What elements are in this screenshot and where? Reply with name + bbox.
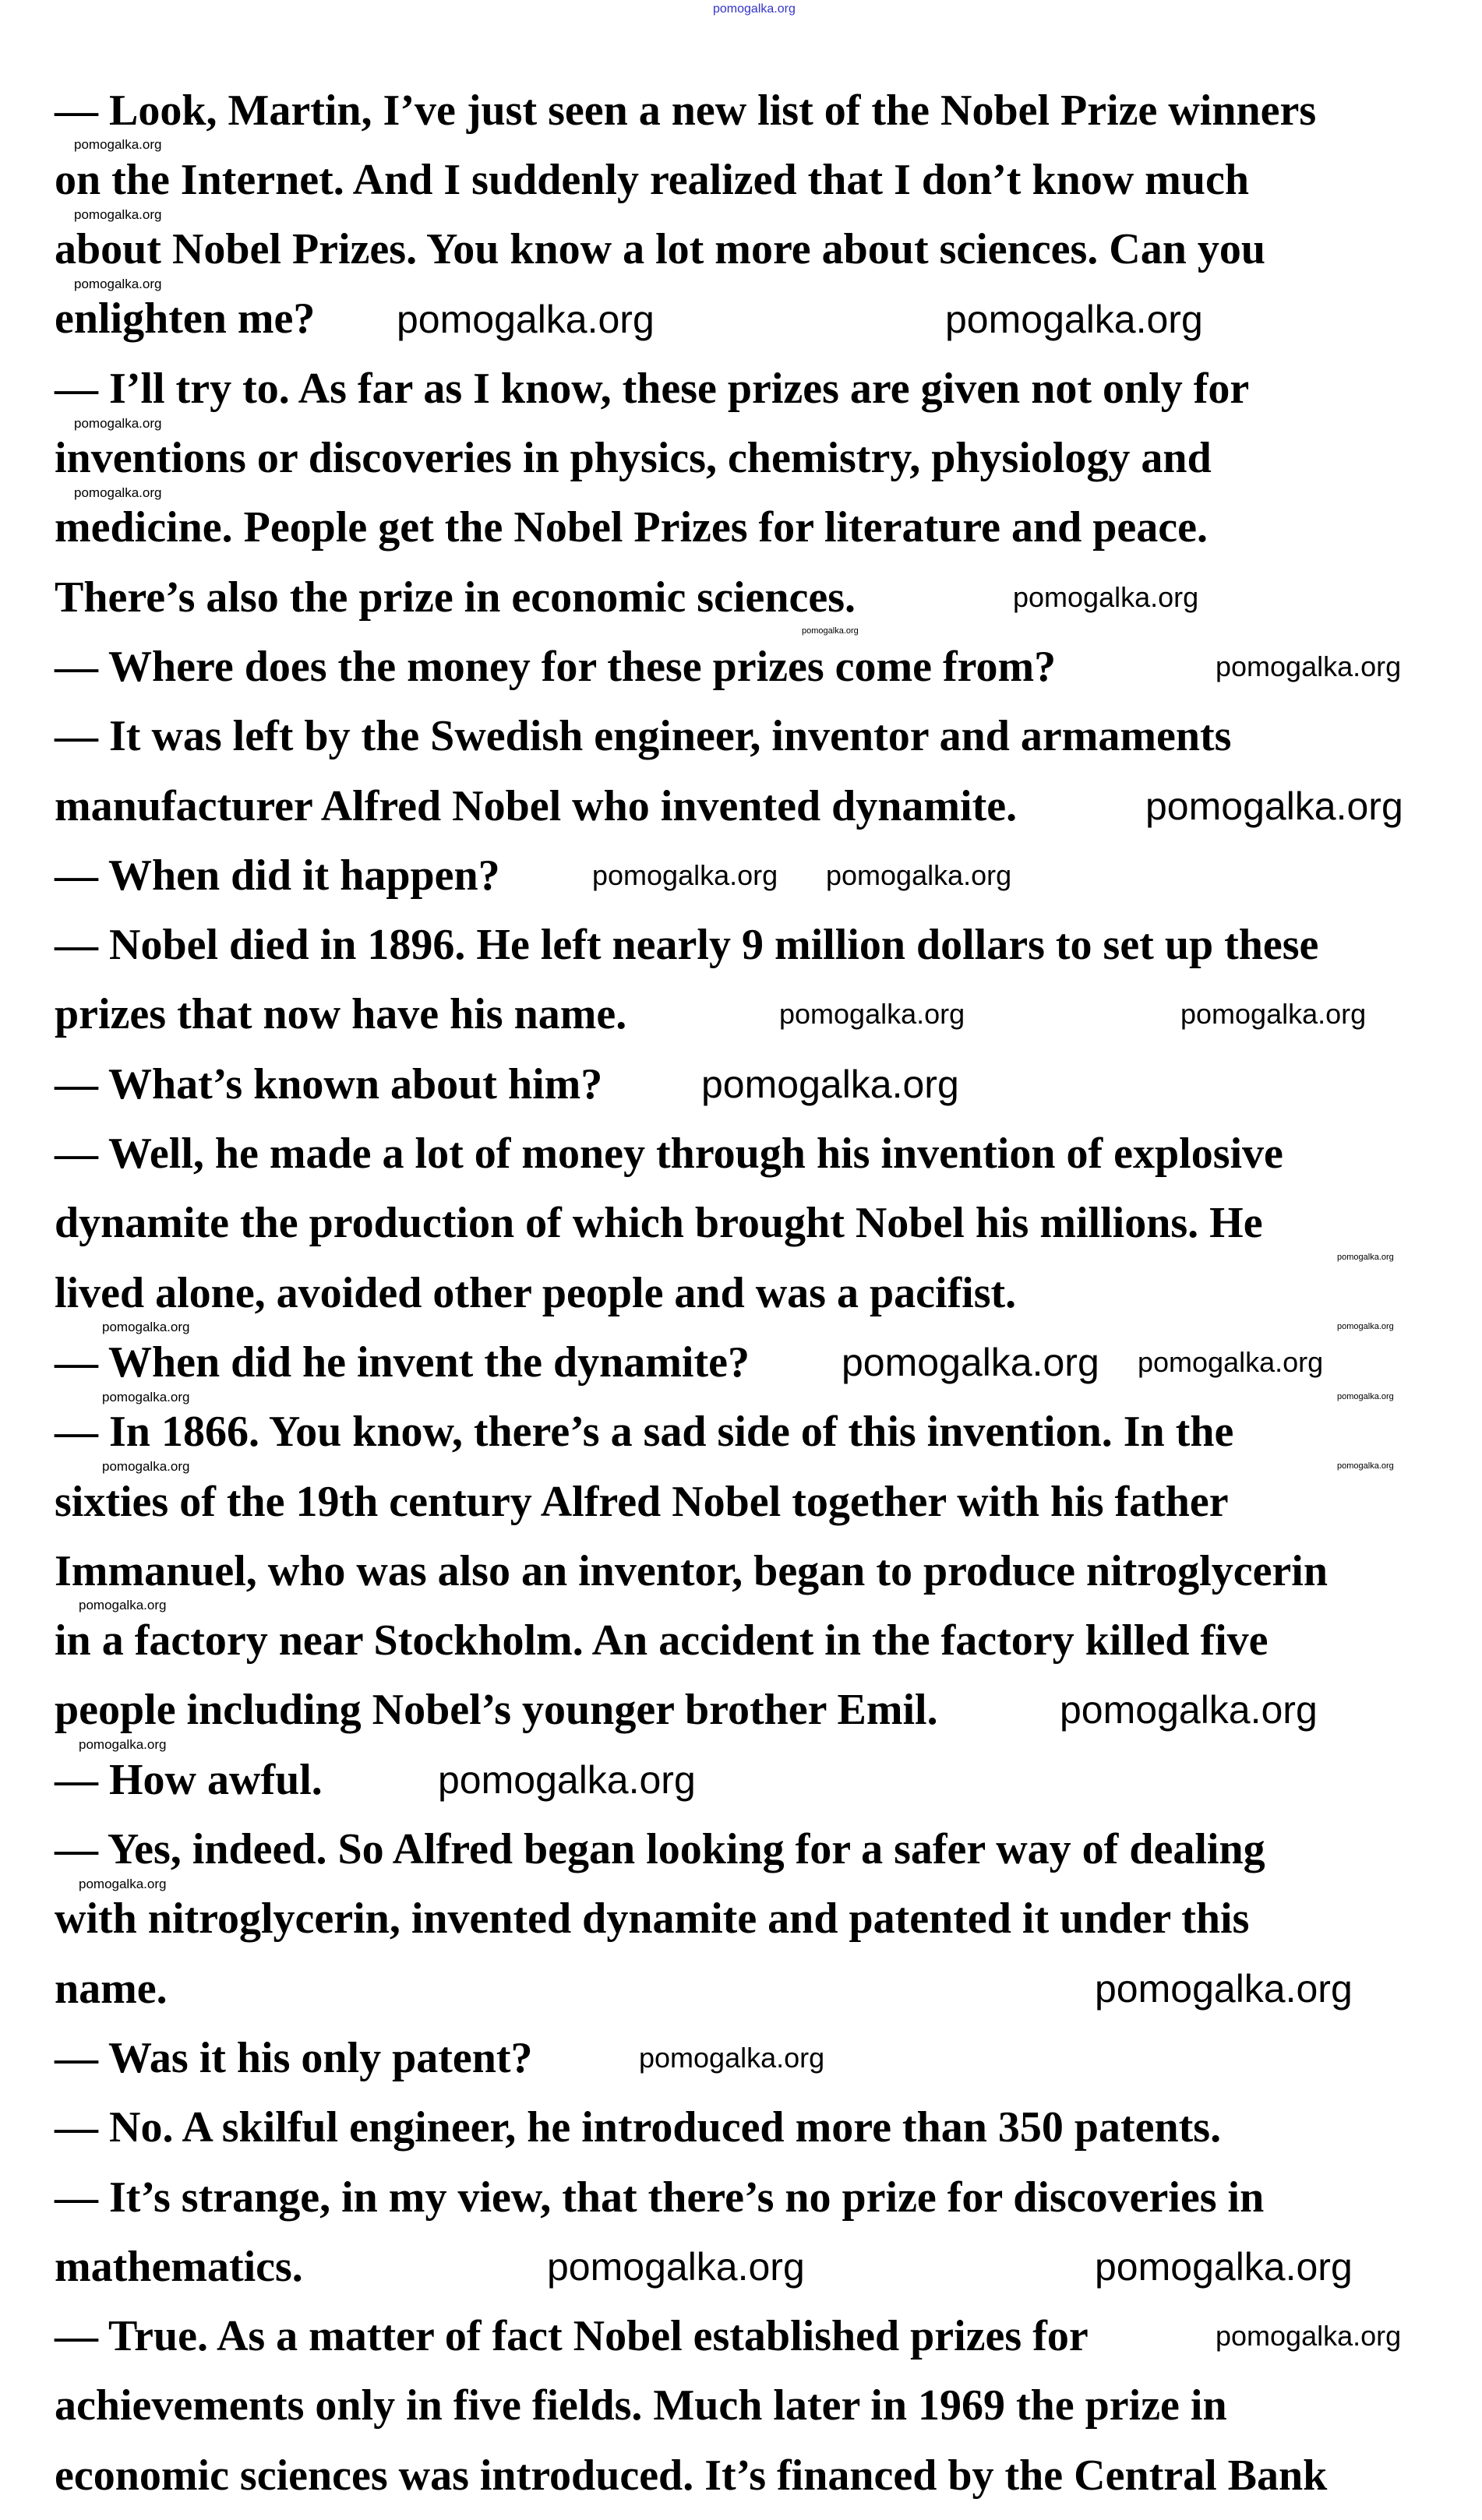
watermark: pomogalka.org: [1337, 1461, 1394, 1471]
text-line: — It’s strange, in my view, that there’s no prize for discoveries in: [55, 2173, 1265, 2222]
text-line: — Nobel died in 1896. He left nearly 9 million dollars to set up these: [55, 921, 1319, 970]
watermark: pomogalka.org: [945, 298, 1203, 341]
text-line: — Was it his only patent?: [55, 2033, 533, 2082]
watermark: pomogalka.org: [842, 1341, 1099, 1384]
watermark: pomogalka.org: [74, 207, 162, 222]
text-line: — Look, Martin, I’ve just seen a new list of the Nobel Prize winners: [55, 86, 1317, 135]
dialogue-text: [55, 86, 1328, 2520]
watermark: pomogalka.org: [102, 1390, 190, 1405]
text-line: — No. A skilful engineer, he introduced more than 350 patents.: [55, 2103, 1222, 2152]
header-watermark-link[interactable]: pomogalka.org: [713, 2, 796, 16]
text-line: lived alone, avoided other people and was a pacifist.: [55, 1268, 1017, 1317]
watermark: pomogalka.org: [74, 137, 162, 152]
text-line: name.: [55, 1964, 168, 2013]
watermark: pomogalka.org: [1180, 998, 1367, 1030]
text-line: — It was left by the Swedish engineer, inventor and armaments: [55, 712, 1232, 761]
watermark: pomogalka.org: [438, 1758, 696, 1802]
text-line: — When did it happen?: [55, 851, 500, 900]
watermark: pomogalka.org: [1337, 1322, 1394, 1331]
watermark: pomogalka.org: [1095, 2245, 1353, 2289]
text-line: — What’s known about him?: [55, 1059, 603, 1108]
text-line: in a factory near Stockholm. An accident in the factory killed five: [55, 1616, 1269, 1665]
text-line: — When did he invent the dynamite?: [55, 1338, 750, 1387]
text-line: There’s also the prize in economic sciences.: [55, 573, 856, 622]
watermark: pomogalka.org: [1060, 1688, 1318, 1732]
watermark: pomogalka.org: [701, 1063, 959, 1106]
watermark: pomogalka.org: [547, 2245, 805, 2289]
watermark: pomogalka.org: [1095, 1967, 1353, 2011]
watermark: pomogalka.org: [74, 416, 162, 431]
text-line: people including Nobel’s younger brother Emil.: [55, 1686, 938, 1735]
watermark: pomogalka.org: [826, 859, 1012, 891]
text-line: with nitroglycerin, invented dynamite and patented it under this: [55, 1894, 1250, 1944]
watermark: pomogalka.org: [1013, 581, 1199, 613]
text-line: enlighten me?: [55, 294, 316, 344]
text-line: prizes that now have his name.: [55, 990, 627, 1039]
watermark: pomogalka.org: [1216, 650, 1402, 682]
text-line: achievements only in five fields. Much later in 1969 the prize in: [55, 2381, 1227, 2430]
text-line: Immanuel, who was also an inventor, began to produce nitroglycerin: [55, 1546, 1328, 1595]
watermark: pomogalka.org: [779, 998, 965, 1030]
watermark: pomogalka.org: [802, 626, 859, 636]
watermark: pomogalka.org: [1337, 1392, 1394, 1401]
watermark: pomogalka.org: [1145, 784, 1403, 828]
text-line: manufacturer Alfred Nobel who invented dynamite.: [55, 781, 1018, 830]
text-line: mathematics.: [55, 2242, 303, 2291]
text-line: economic sciences was introduced. It’s financed by the Central Bank: [55, 2451, 1328, 2500]
watermark: pomogalka.org: [102, 1459, 190, 1474]
watermark: pomogalka.org: [74, 485, 162, 500]
text-line: on the Internet. And I suddenly realized that I don’t know much: [55, 155, 1249, 204]
text-line: about Nobel Prizes. You know a lot more about sciences. Can you: [55, 225, 1266, 274]
text-line: medicine. People get the Nobel Prizes for literature and peace.: [55, 503, 1208, 552]
text-line: — How awful.: [55, 1755, 323, 1804]
text-line: dynamite the production of which brought Nobel his millions. He: [55, 1199, 1263, 1248]
text-line: — Where does the money for these prizes come from?: [55, 642, 1057, 691]
text-line: — Yes, indeed. So Alfred began looking for a safer way of dealing: [55, 1825, 1265, 1874]
watermark: pomogalka.org: [397, 298, 655, 341]
watermark: pomogalka.org: [102, 1320, 190, 1334]
watermark: pomogalka.org: [74, 277, 162, 291]
watermark: pomogalka.org: [639, 2042, 825, 2074]
watermark: pomogalka.org: [79, 1737, 167, 1752]
text-line: inventions or discoveries in physics, chemistry, physiology and: [55, 434, 1212, 483]
text-line: — I’ll try to. As far as I know, these prizes are given not only for: [55, 364, 1250, 413]
watermark: pomogalka.org: [592, 859, 778, 891]
text-line: — Well, he made a lot of money through his invention of explosive: [55, 1130, 1283, 1179]
watermark: pomogalka.org: [1216, 2320, 1402, 2352]
watermark: pomogalka.org: [79, 1877, 167, 1891]
watermark: pomogalka.org: [1337, 1253, 1394, 1262]
watermark: pomogalka.org: [79, 1598, 167, 1612]
text-line: — True. As a matter of fact Nobel established prizes for: [55, 2312, 1089, 2361]
watermark: pomogalka.org: [1138, 1346, 1324, 1378]
text-line: — In 1866. You know, there’s a sad side of this invention. In the: [55, 1408, 1234, 1457]
text-line: sixties of the 19th century Alfred Nobel together with his father: [55, 1477, 1229, 1526]
